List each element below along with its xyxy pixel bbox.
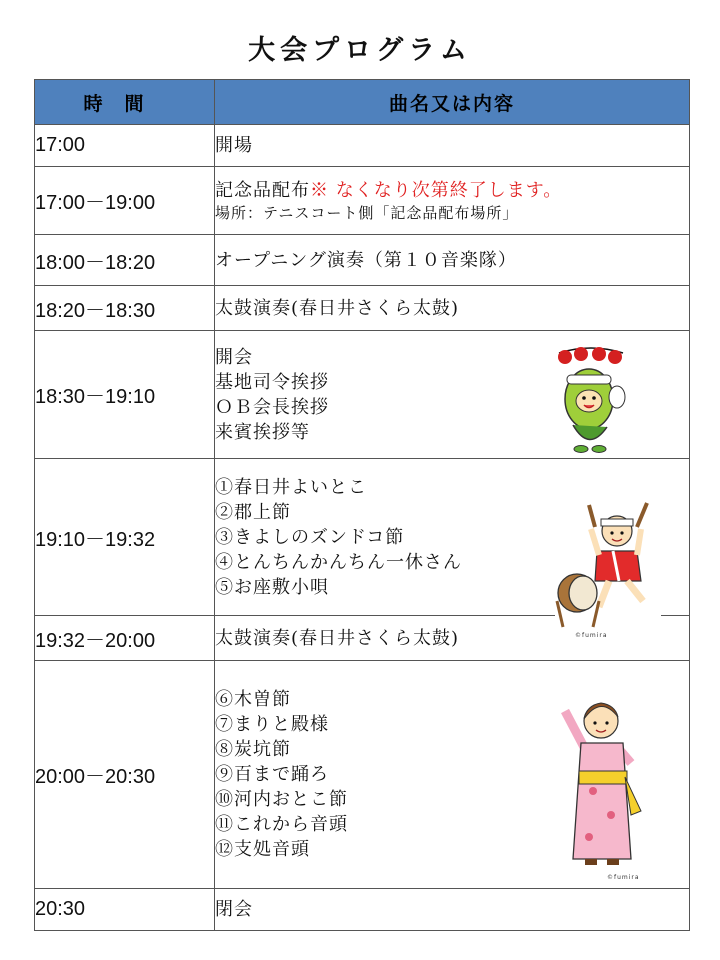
content-line: ⑦まりと殿様 <box>215 714 329 735</box>
content-line: ①春日井よいとこ <box>215 476 367 498</box>
content-cell <box>215 661 690 889</box>
table-row <box>35 286 690 331</box>
content-line: 来賓挨拶等 <box>215 421 310 443</box>
content-line: 開場 <box>215 135 253 156</box>
content-cell <box>215 125 690 167</box>
content-line: オープニング演奏（第１０音楽隊） <box>215 249 517 271</box>
content-line: 太鼓演奏(春日井さくら太鼓) <box>215 297 460 319</box>
content-line: ⑥木曽節 <box>215 689 291 710</box>
header-content: 曲名又は内容 <box>215 80 690 125</box>
time-cell: 19:32－20:00 <box>35 616 215 661</box>
content-cell <box>215 616 690 661</box>
content-line: 閉会 <box>215 899 253 920</box>
content-line: ⑩河内おとこ節 <box>215 789 348 810</box>
item-label: 記念品配布 <box>215 180 310 201</box>
illustration-credit: ©fumira <box>607 874 640 881</box>
content-line: 基地司令挨拶 <box>215 371 329 393</box>
table-row <box>35 235 690 286</box>
page-title: 大会プログラム <box>248 35 472 66</box>
content-line: ⑧炭坑節 <box>215 739 291 760</box>
program-table <box>34 79 690 931</box>
table-row <box>35 616 690 661</box>
time-cell: 17:00 <box>35 125 215 167</box>
time-cell: 18:00－18:20 <box>35 235 215 286</box>
content-line: ⑪これから音頭 <box>215 814 348 835</box>
table-row <box>35 661 690 889</box>
time-cell: 18:30－19:10 <box>35 331 215 459</box>
time-cell: 20:30 <box>35 889 215 931</box>
table-row <box>35 459 690 616</box>
content-cell <box>215 235 690 286</box>
content-line: ＯＢ会長挨拶 <box>215 396 329 418</box>
table-row <box>35 167 690 235</box>
content-cell <box>215 331 690 459</box>
content-line: ⑫支処音頭 <box>215 839 310 860</box>
time-cell: 18:20－18:30 <box>35 286 215 331</box>
content-line: ③きよしのズンドコ節 <box>215 526 405 548</box>
time-cell: 17:00－19:00 <box>35 167 215 235</box>
header-time: 時間 <box>35 80 215 125</box>
illustration-credit: ©fumira <box>575 632 608 639</box>
content-line: 開会 <box>215 346 253 368</box>
content-cell <box>215 167 690 235</box>
yukata-dancer-girl-icon <box>549 691 643 881</box>
content-cell <box>215 286 690 331</box>
content-line: ⑤お座敷小唄 <box>215 576 329 598</box>
festival-mascot-lantern-icon <box>555 345 627 455</box>
content-line: ②郡上節 <box>215 501 291 523</box>
table-row <box>35 125 690 167</box>
content-line: 太鼓演奏(春日井さくら太鼓) <box>215 627 460 649</box>
content-line: ④とんちんかんちん一休さん <box>215 551 462 573</box>
table-row <box>35 331 690 459</box>
time-cell: 20:00－20:30 <box>35 661 215 889</box>
table-header-row <box>35 80 690 125</box>
location-note: 場所：テニスコート側「記念品配布場所」 <box>215 204 519 222</box>
content-line <box>215 178 689 203</box>
table-row <box>35 889 690 931</box>
warning-note: ※ なくなり次第終了します。 <box>310 180 563 201</box>
content-cell <box>215 889 690 931</box>
time-cell: 19:10－19:32 <box>35 459 215 616</box>
content-line: ⑨百まで踊ろ <box>215 764 329 785</box>
